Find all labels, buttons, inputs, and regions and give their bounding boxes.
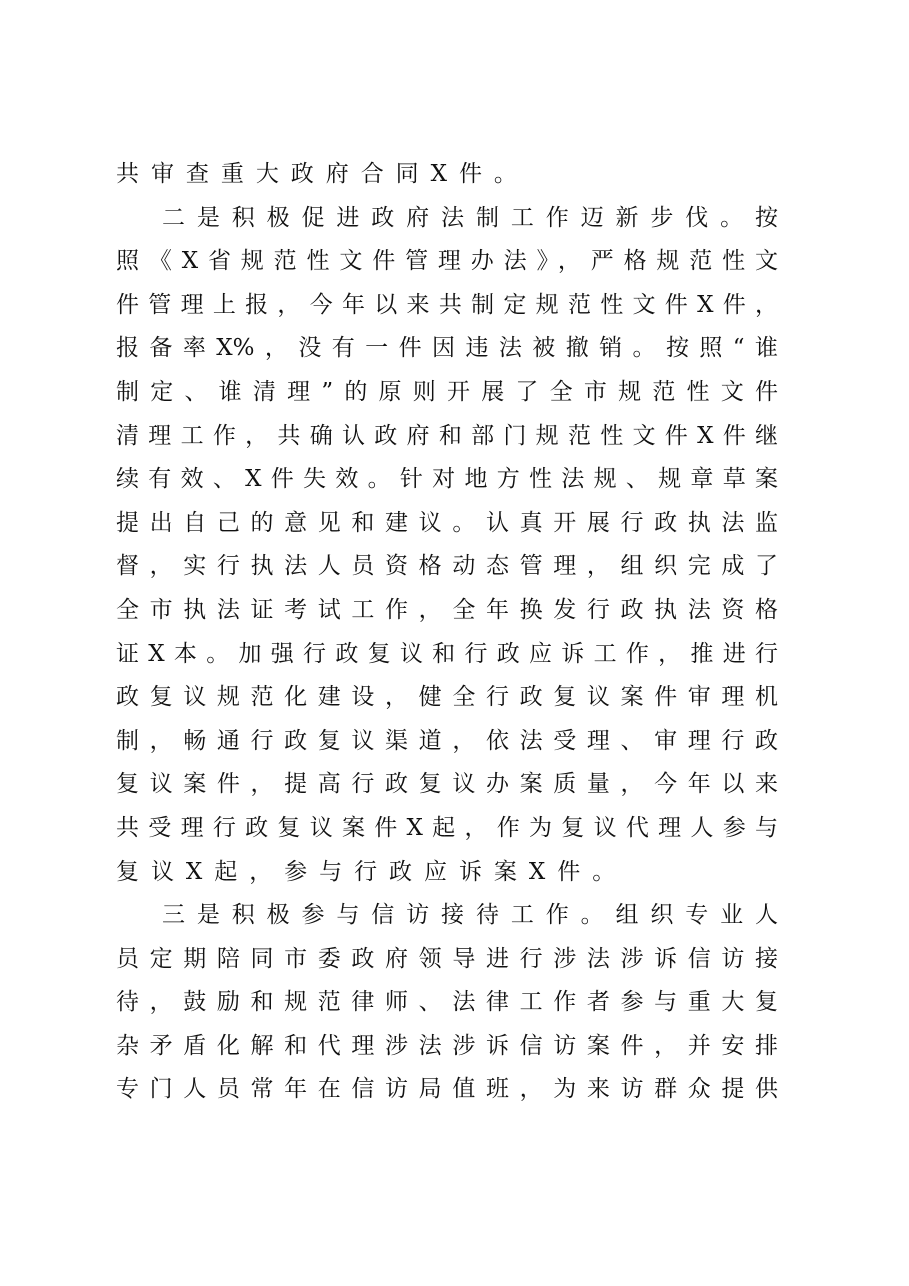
text-line: 全市执法证考试工作，全年换发行政执法资格 [116,596,778,623]
text-line: 共受理行政复议案件X起，作为复议代理人参与 [116,814,778,841]
text-line: 专门人员常年在信访局值班，为来访群众提供 [116,1076,778,1103]
paragraph-start-line: 三是积极参与信访接待工作。组织专业人 [162,902,778,929]
text-line: 制，畅通行政复议渠道，依法受理、审理行政 [116,727,778,754]
paragraph-end-line: 复议X起，参与行政应诉案X件。 [116,858,628,885]
text-line: 杂矛盾化解和代理涉法涉诉信访案件，并安排 [116,1032,778,1059]
text-line: 件管理上报，今年以来共制定规范性文件X件， [116,291,778,318]
text-line: 报备率X%，没有一件因违法被撤销。按照“谁 [116,335,778,362]
paragraph-start-line: 二是积极促进政府法制工作迈新步伐。按 [162,204,778,231]
text-line: 证X本。加强行政复议和行政应诉工作，推进行 [116,640,778,667]
document-body [116,153,778,1112]
text-line: 共审查重大政府合同X件。 [116,161,529,187]
text-line: 待，鼓励和规范律师、法律工作者参与重大复 [116,989,778,1016]
text-line: 清理工作，共确认政府和部门规范性文件X件继 [116,422,778,449]
text-line: 员定期陪同市委政府领导进行涉法涉诉信访接 [116,945,778,972]
text-line: 制定、谁清理”的原则开展了全市规范性文件 [116,378,778,405]
text-line: 复议案件，提高行政复议办案质量，今年以来 [116,771,778,798]
text-line: 照《X省规范性文件管理办法》，严格规范性文 [116,248,778,275]
text-line: 政复议规范化建设，健全行政复议案件审理机 [116,684,778,711]
text-line: 提出自己的意见和建议。认真开展行政执法监 [116,509,778,536]
text-line: 督，实行执法人员资格动态管理，组织完成了 [116,553,778,580]
text-line: 续有效、X件失效。针对地方性法规、规章草案 [116,466,778,493]
